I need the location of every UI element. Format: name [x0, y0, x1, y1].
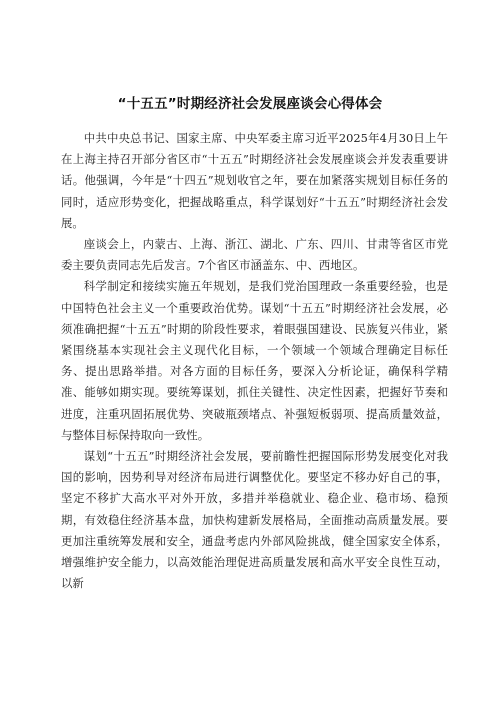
- body-paragraph: 谋划“十五五”时期经济社会发展，要前瞻性把握国际形势发展变化对我国的影响，因势利导对经济布局进行调整优化。要坚定不移办好自己的事，坚定不移扩大高水平对外开放，多措并举稳就业、稳企业、稳市场、稳预期，有效稳住经济基本盘，加快构建新发展格局，全面推动高质量发展。要更加注重统筹发展和安全，通盘考虑内外部风险挑战，健全国家安全体系，增强维护安全能力，以高效能治理促进高质量发展和高水平安全良性互动，以新: [61, 449, 448, 591]
- body-paragraph: 座谈会上，内蒙古、上海、浙江、湖北、广东、四川、甘肃等省区市党委主要负责同志先后发言。7个省区市涵盖东、中、西地区。: [61, 237, 448, 273]
- body-paragraph: 科学制定和接续实施五年规划，是我们党治国理政一条重要经验，也是中国特色社会主义一个重要政治优势。谋划“十五五”时期经济社会发展，必须准确把握“十五五”时期的阶段性要求，着眼强国建设、民族复兴伟业，紧紧围绕基本实现社会主义现代化目标，一个领域一个领域合理确定目标任务、提出思路举措。对各方面的目标任务，要深入分析论证，确保科学精准、能够如期实现。要统筹谋划，抓住关键性、决定性因素，把握好节奏和进度，注重巩固拓展优势、突破瓶颈堵点、补强短板弱项、提高质量效益，与整体目标保持取向一致性。: [61, 279, 448, 442]
- document-title: “十五五”时期经济社会发展座谈会心得体会: [117, 96, 383, 112]
- body-paragraph: 中共中央总书记、国家主席、中央军委主席习近平2025年4月30日上午在上海主持召开部分省区市“十五五”时期经济社会发展座谈会并发表重要讲话。他强调，今年是“十四五”规划收官之年，要在加紧落实规划目标任务的同时，适应形势变化，把握战略重点，科学谋划好“十五五”时期经济社会发展。: [61, 131, 448, 230]
- document-body: [61, 128, 448, 594]
